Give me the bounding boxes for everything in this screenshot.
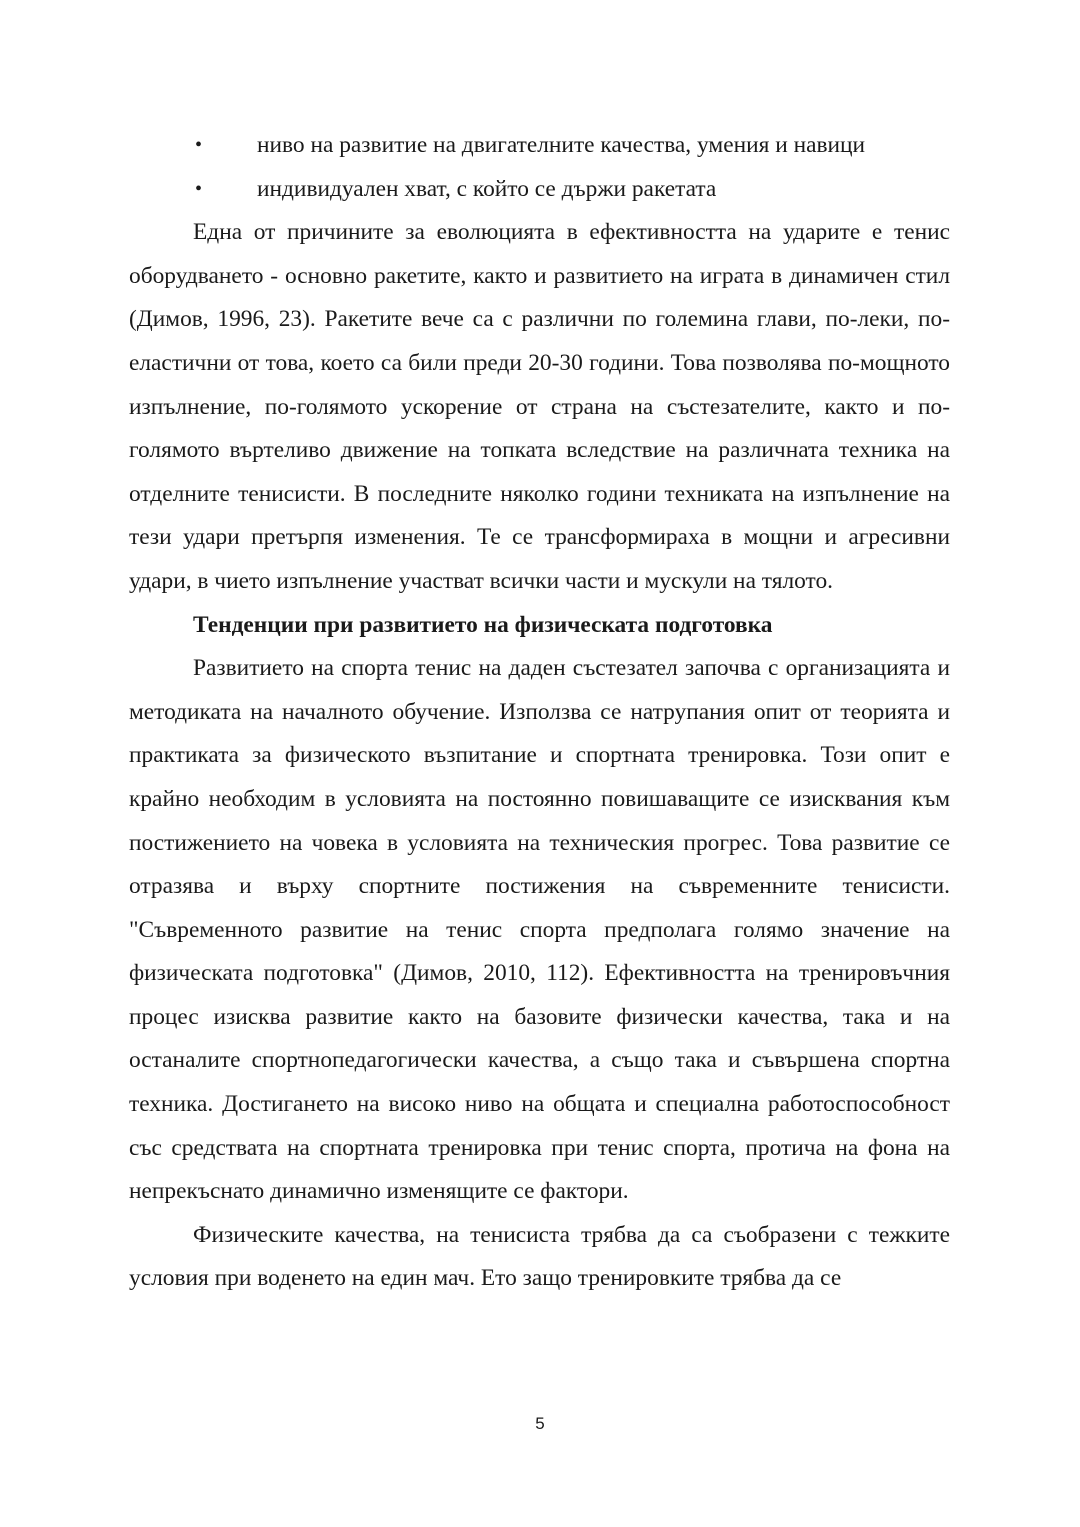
paragraph-physical-training: Развитието на спорта тенис на даден състезател започва с организацията и методиката на началното обучение. Използва се натрупания опит от теорията и практиката за физическото възпитание и спортната тренировка. Този опит е крайно необходим в условията на постоянно повишаващите се изисквания към постижението на човека в условията на техническия прогрес. Това развитие се отразява и върху спортните постижения на съвременните тенисисти. "Съвременното развитие на тенис спорта предполага голямо значение на физическата подготовка" (Димов, 2010, 112). Ефективността на тренировъчния процес изисква развитие както на базовите физически качества, така и на останалите спортнопедагогически качества, а също така и съвършена спортна техника. Достигането на високо ниво на общата и специална работоспособност със средствата на спортната тренировка при тенис спорта, протича на фона на непрекъснато динамично изменящите се фактори. (129, 655, 950, 1205)
paragraph-equipment: Една от причините за еволюцията в ефективността на ударите е тенис оборудването - основно ракетите, както и развитието на играта в динамичен стил (Димов, 1996, 23). Ракетите вече са с различни по големина глави, по-леки, по-еластични от това, което са били преди 20-30 години. Това позволява по-мощното изпълнение, по-голямото ускорение от страна на състезателите, както и по-голямото въртеливо движение на топката вследствие на различната техника на отделните тенисисти. В последните няколко години техниката на изпълнение на тези удари претърпя изменения. Те се трансформираха в мощни и агресивни удари, в чието изпълнение участват всички части и мускули на тялото. (129, 219, 950, 594)
bullet-item-2 (129, 168, 950, 212)
page-content (129, 124, 950, 1301)
page-number: 5 (535, 1414, 545, 1433)
bullet-icon: • (195, 177, 203, 200)
bullet-text-2: индивидуален хват, с който се държи ракетата (257, 175, 717, 202)
paragraph-physical-qualities: Физическите качества, на тенисиста трябва да са съобразени с тежките условия при воденето на един мач. Ето защо тренировките трябва да се (129, 1221, 950, 1292)
section-heading: Тенденции при развитието на физическата подготовка (193, 611, 773, 638)
bullet-text-1: ниво на развитие на двигателните качества, умения и навици (257, 132, 866, 158)
bullet-icon: • (195, 134, 203, 156)
bullet-item-1 (129, 124, 950, 168)
